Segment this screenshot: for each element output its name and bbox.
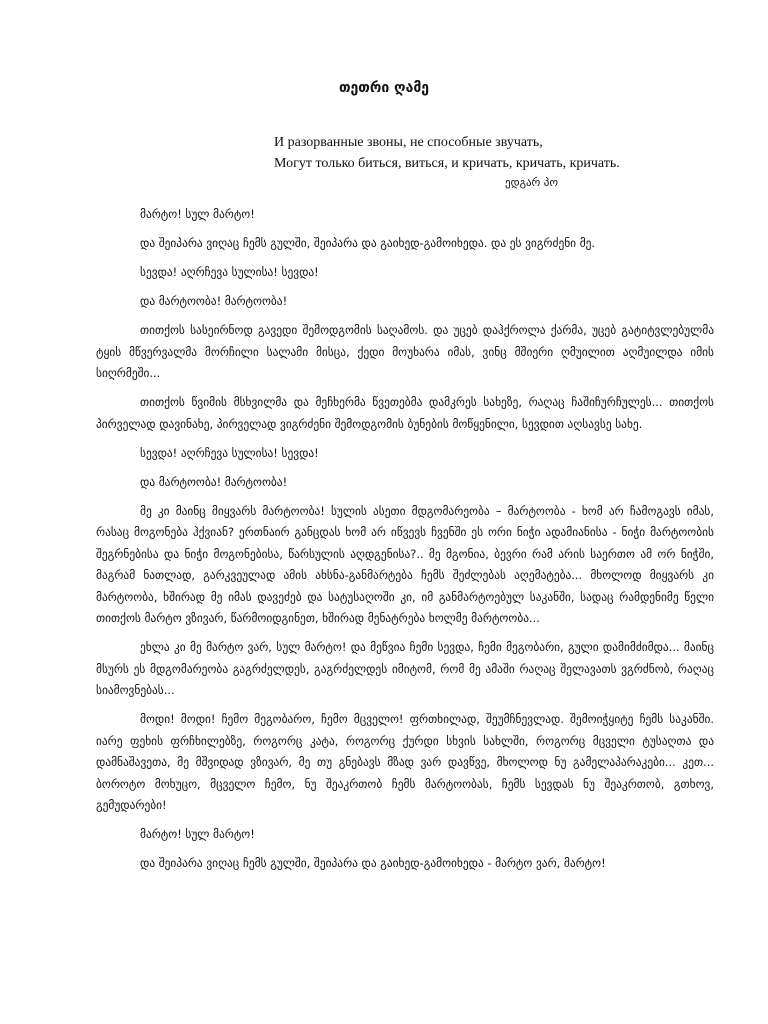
paragraph: მარტო! სულ მარტო! bbox=[140, 827, 255, 841]
epigraph bbox=[274, 132, 620, 174]
paragraph: და მარტოობა! მარტოობა! bbox=[140, 474, 288, 489]
epigraph-line: Могут только биться, виться, и кричать, кричать, кричать. bbox=[274, 156, 620, 171]
paragraph: თითქოს წვიმის მსხვილმა და მეჩხერმა წვეთებმა დამკრეს სახეზე, რაღაც ჩაშიჩურჩულეს... თითქოს პირველად დავინახე, პირველად ვიგრძენი შემოდგომის ბუნების მოწყენილი, სევდით აღსავსე სახე. bbox=[96, 395, 714, 431]
paragraph: მოდი! მოდი! ჩემო მეგობარო, ჩემო მცველო! ფრთხილად, შეუმჩნევლად. შემოიჭყიტე ჩემს საკანში. იარე ფეხის ფრჩხილებზე, როგორც კატა, როგორც ქურდი სხვის სახლში, როგორც მცველი ტუსაღთა და დამნაშავეთა, მე მშვიდად ვზივარ, მე თუ გნებავს მზად ვარ დავწვე, მხოლოდ ნუ გამელაპარაკები... კეთ... ბოროტო მოხუცო, მცველო ჩემო, ნუ შეაკრთობ ჩემს მარტოობას, ჩემს სევდას ნუ შეაკრთობ, გთხოვ, გემუდარები! bbox=[96, 712, 714, 812]
paragraph: და შეიპარა ვიღაც ჩემს გულში, შეიპარა და გაიხედ-გამოიხედა. და ეს ვიგრძენი მე. bbox=[140, 236, 596, 250]
paragraph: თითქოს სასეირნოდ გავედი შემოდგომის საღამოს. და უცებ დაჰქროლა ქარმა, უცებ გატიტვლებულმა ტყის მწვერვალმა მორჩილი სალამი მისცა, ქედი მოუხარა იმას, ვინც მშიერი ღმუილით აღმუილდა იმის სიღრმეში... bbox=[96, 323, 714, 380]
paragraph: ეხლა კი მე მარტო ვარ, სულ მარტო! და მეწვია ჩემი სევდა, ჩემი მეგობარი, გული დამიმძიმდა... მაინც მსურს ეს მდგომარეობა გაგრძელდეს, გაგრძელდეს იმიტომ, რომ მე ამაში რაღაც შელავათს ვგრძნობ, რაღაც სიამოვნებას... bbox=[96, 640, 714, 697]
body-text bbox=[96, 204, 714, 882]
paragraph: მე კი მაინც მიყვარს მარტოობა! სულის ასეთი მდგომარეობა – მარტოობა - ხომ არ ჩამოგავს იმას, რასაც მოგონება ჰქვიან? ერთნაირ განცდას ხომ არ იწვევს ჩვენში ეს ორი ნიჭი ადამიანისა - ნიჭი მარტოობის შეგრნებისა და ნიჭი მოგონებისა, წარსულის აღდგენისა?.. მე მგონია, ბევრი რამ არის საერთო ამ ორ ნიჭში, მაგრამ ნათლად, გარკვეულად ამის ახსნა-განმარტება ჩემს შეძლებას აღემატება... მხოლოდ მიყვარს კი მარტოობა, ხშირად მე იმას დავეძებ და სატუსაღოში კი, იმ განმარტოებულ საკანში, სადაც რამდენიმე წელი თითქოს მარტო ვზივარ, წარმოიდგინეთ, ხშირად მენატრება ხოლმე მარტოობა... bbox=[96, 503, 714, 625]
epigraph-line: И разорванные звоны, не способные звучать, bbox=[274, 135, 543, 150]
paragraph: და შეიპარა ვიღაც ჩემს გულში, შეიპარა და გაიხედ-გამოიხედა - მარტო ვარ, მარტო! bbox=[140, 856, 606, 870]
paragraph: და მარტოობა! მარტოობა! bbox=[140, 294, 288, 308]
paragraph: სევდა! აღრჩევა სულისა! სევდა! bbox=[140, 445, 319, 460]
paragraph: სევდა! აღრჩევა სულისა! სევდა! bbox=[140, 265, 319, 279]
epigraph-author: ედგარ პო bbox=[505, 176, 559, 189]
paragraph: მარტო! სულ მარტო! bbox=[140, 207, 255, 221]
page-title: თეთრი ღამე bbox=[338, 80, 430, 96]
